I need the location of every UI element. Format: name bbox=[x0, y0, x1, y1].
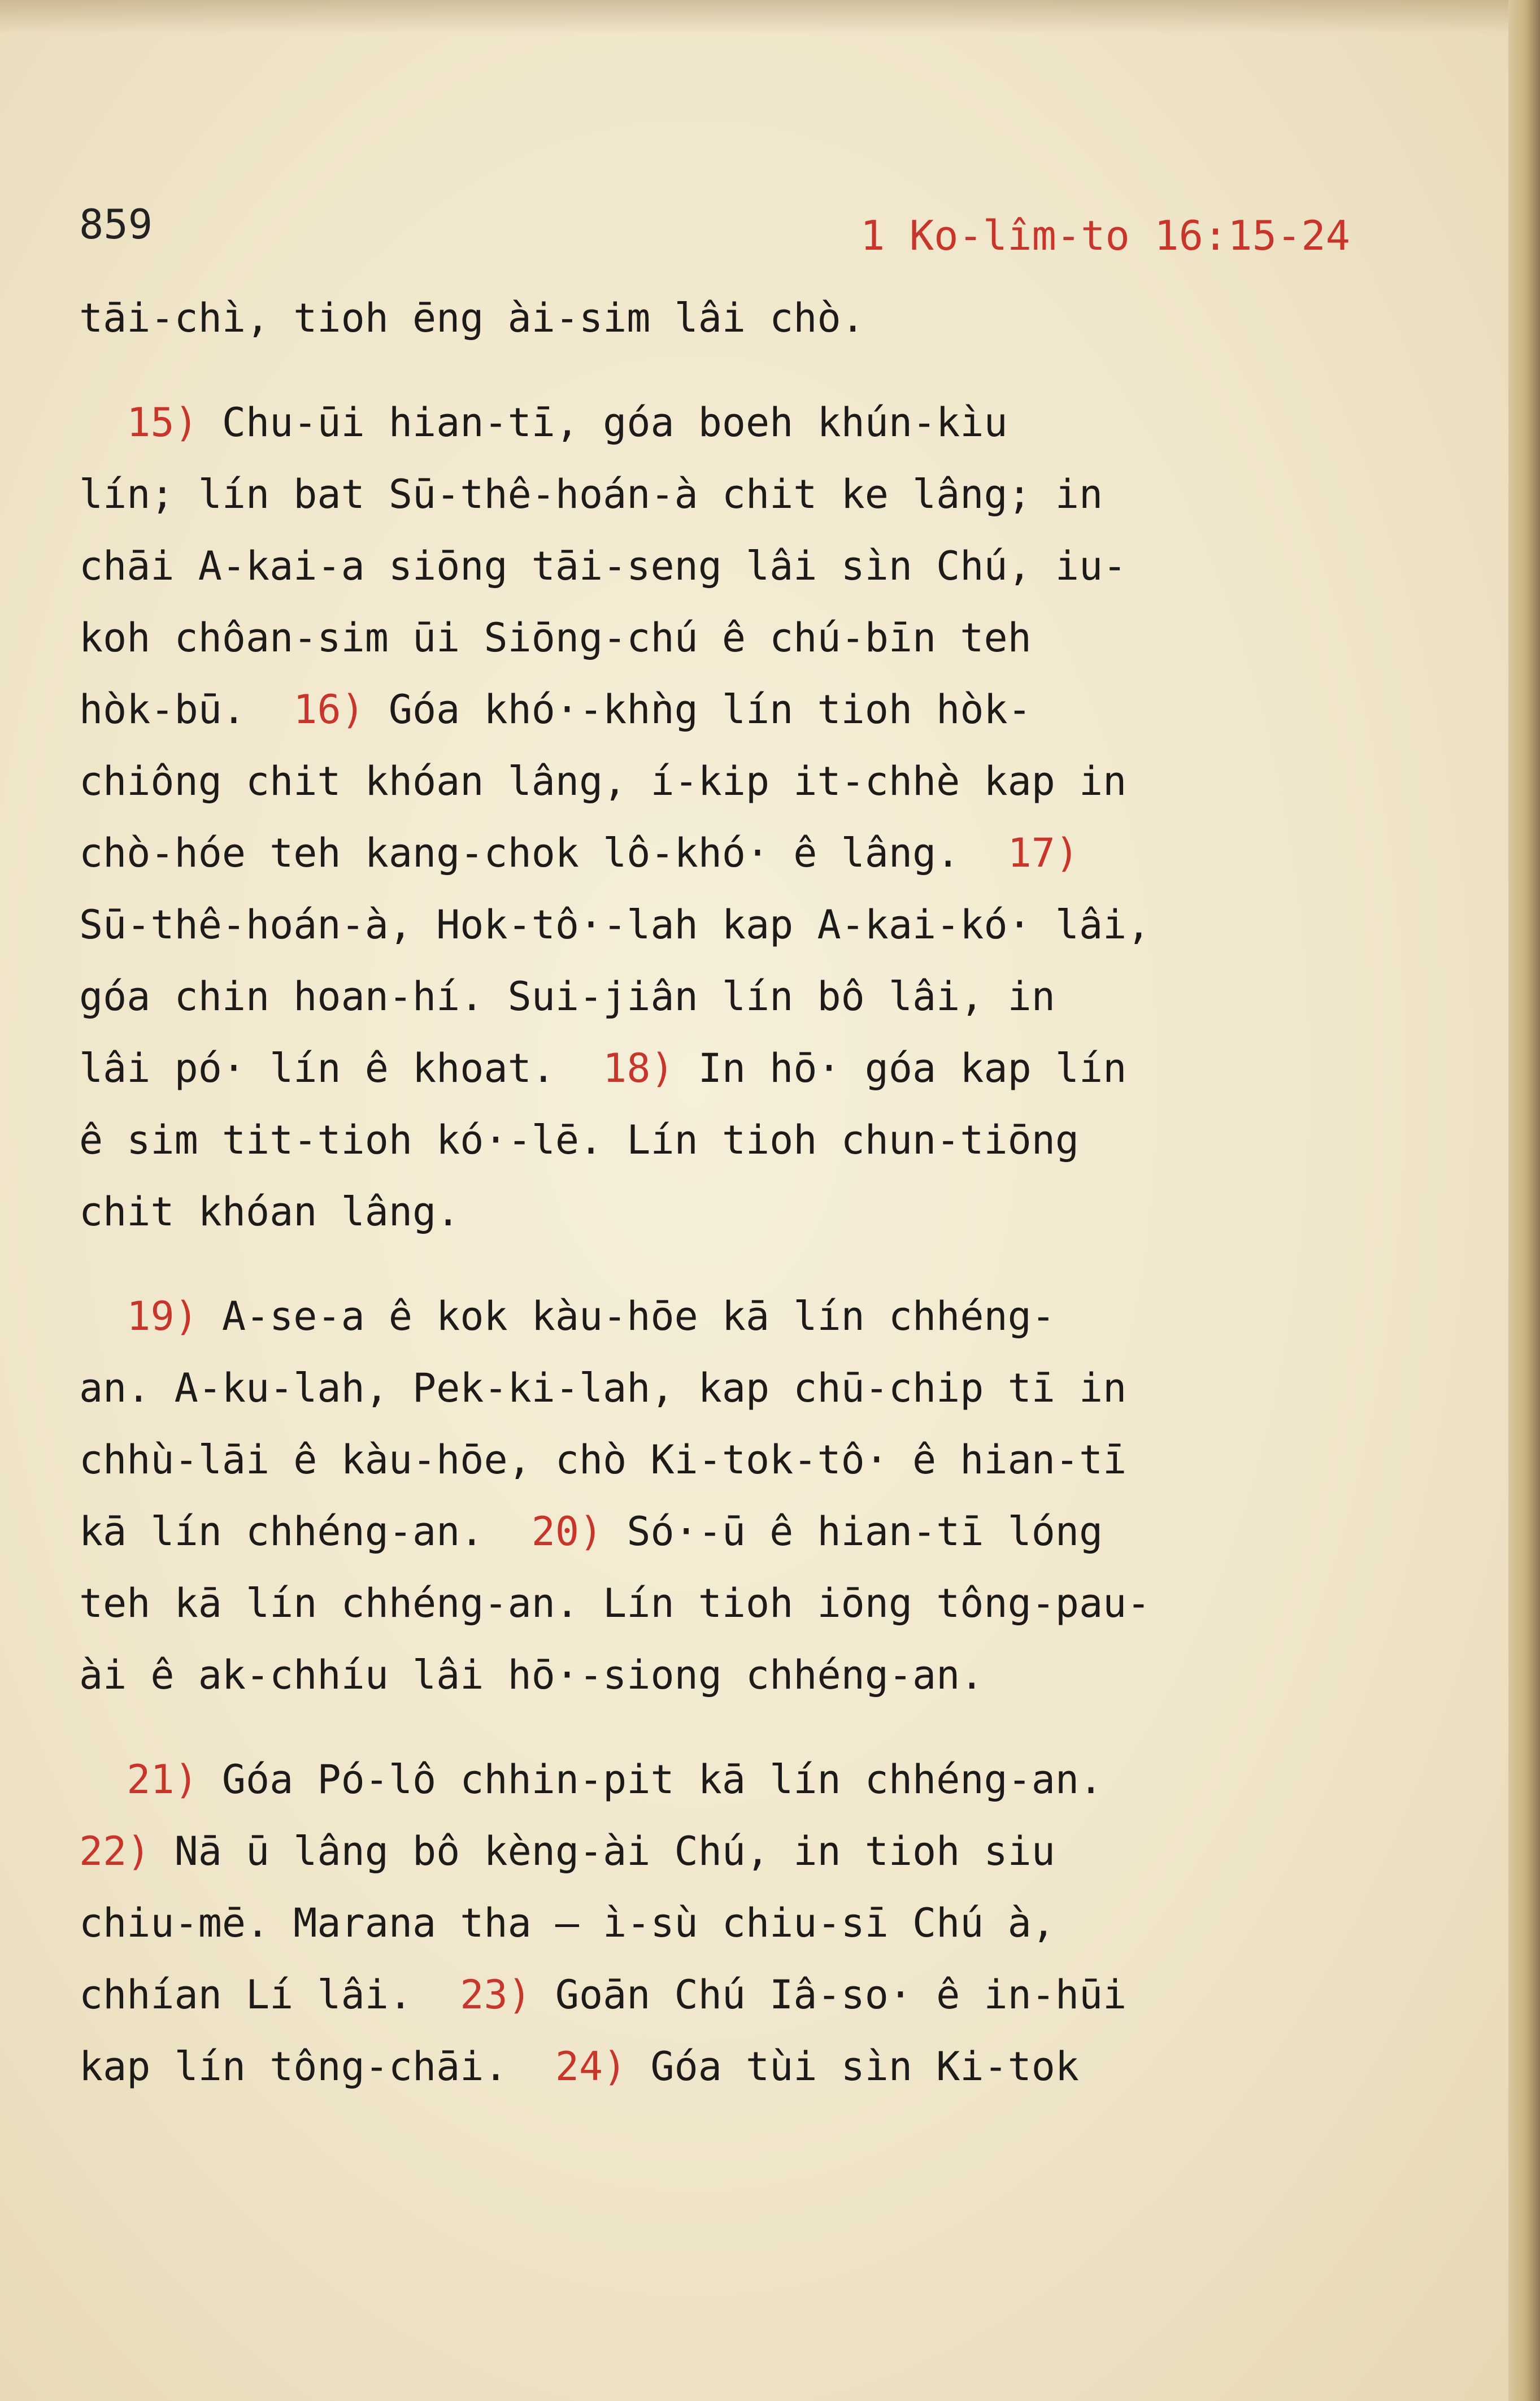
text-segment: tāi-chì, tioh ēng ài-sim lâi chò. bbox=[79, 295, 865, 341]
text-segment: Góa Pó-lô chhin-pit kā lín chhéng-an. bbox=[198, 1756, 1103, 1803]
paragraph-gap bbox=[79, 354, 1390, 387]
text-line bbox=[79, 1816, 1390, 1887]
paragraph-gap bbox=[79, 1711, 1390, 1744]
text-segment bbox=[79, 399, 127, 446]
text-line bbox=[79, 2031, 1390, 2103]
body-text bbox=[79, 282, 1390, 2103]
text-line bbox=[79, 1639, 1390, 1711]
text-line bbox=[79, 1281, 1390, 1352]
text-segment: Chu-ūi hian-tī, góa boeh khún-kìu bbox=[198, 399, 1008, 446]
text-segment: ê sim tit-tioh kó·-lē. Lín tioh chun-tiōng bbox=[79, 1117, 1080, 1163]
verse-number: 24) bbox=[555, 2043, 627, 2090]
text-segment: A-se-a ê kok kàu-hōe kā lín chhéng- bbox=[198, 1293, 1055, 1339]
text-segment: ài ê ak-chhíu lâi hō·-siong chhéng-an. bbox=[79, 1652, 984, 1698]
verse-number: 16) bbox=[293, 686, 365, 733]
text-segment: koh chôan-sim ūi Siōng-chú ê chú-bīn teh bbox=[79, 615, 1032, 661]
paragraph-gap bbox=[79, 1248, 1390, 1281]
page-edge bbox=[1508, 0, 1540, 2401]
text-segment: hòk-bū. bbox=[79, 686, 294, 733]
text-segment: góa chin hoan-hí. Sui-jiân lín bô lâi, in bbox=[79, 973, 1055, 1020]
text-line bbox=[79, 1496, 1390, 1568]
text-segment: chāi A-kai-a siōng tāi-seng lâi sìn Chú, iu- bbox=[79, 543, 1127, 589]
verse-number: 18) bbox=[603, 1045, 675, 1091]
text-line bbox=[79, 1568, 1390, 1639]
verse-number: 15) bbox=[127, 399, 198, 446]
text-segment: chhían Lí lâi. bbox=[79, 1972, 460, 2018]
text-segment bbox=[79, 1756, 127, 1803]
text-line bbox=[79, 1959, 1390, 2031]
text-segment: chiu-mē. Marana tha — ì-sù chiu-sī Chú à, bbox=[79, 1900, 1055, 1946]
text-line bbox=[79, 387, 1390, 459]
text-segment: Góa khó·-khǹg lín tioh hòk- bbox=[364, 686, 1032, 733]
text-line bbox=[79, 674, 1390, 746]
text-line bbox=[79, 1176, 1390, 1248]
text-line bbox=[79, 1887, 1390, 1959]
text-segment: Só·-ū ê hian-tī lóng bbox=[603, 1508, 1103, 1555]
verse-number: 20) bbox=[531, 1508, 603, 1555]
text-line bbox=[79, 817, 1390, 889]
text-segment: chiông chit khóan lâng, í-kip it-chhè kap in bbox=[79, 758, 1127, 804]
text-segment: kap lín tông-chāi. bbox=[79, 2043, 555, 2090]
text-segment: chhù-lāi ê kàu-hōe, chò Ki-tok-tô· ê hian-tī bbox=[79, 1437, 1127, 1483]
verse-number: 17) bbox=[1007, 830, 1080, 876]
text-line bbox=[79, 1352, 1390, 1424]
text-segment: Goān Chú Iâ-so· ê in-hūi bbox=[531, 1972, 1127, 2018]
text-line bbox=[79, 459, 1390, 530]
text-line bbox=[79, 282, 1390, 354]
verse-number: 21) bbox=[127, 1756, 198, 1803]
text-segment: chò-hóe teh kang-chok lô-khó· ê lâng. bbox=[79, 830, 1008, 876]
text-segment: an. A-ku-lah, Pek-ki-lah, kap chū-chip tī in bbox=[79, 1365, 1127, 1411]
verse-number: 23) bbox=[460, 1972, 532, 2018]
page-top-shadow bbox=[0, 0, 1540, 34]
text-line bbox=[79, 746, 1390, 817]
text-segment: Góa tùi sìn Ki-tok bbox=[627, 2043, 1080, 2090]
verse-number: 22) bbox=[79, 1828, 151, 1874]
text-line bbox=[79, 1104, 1390, 1176]
text-segment: In hō· góa kap lín bbox=[674, 1045, 1127, 1091]
text-line bbox=[79, 530, 1390, 602]
text-line bbox=[79, 889, 1390, 961]
running-head: 1 Ko-lîm-to 16:15-24 bbox=[860, 212, 1350, 259]
text-segment: lâi pó· lín ê khoat. bbox=[79, 1045, 603, 1091]
text-segment: teh kā lín chhéng-an. Lín tioh iōng tông-pau- bbox=[79, 1580, 1151, 1626]
text-segment: Nā ū lâng bô kèng-ài Chú, in tioh siu bbox=[150, 1828, 1055, 1874]
page-header bbox=[79, 201, 1350, 263]
text-line bbox=[79, 1424, 1390, 1496]
text-line bbox=[79, 1744, 1390, 1816]
text-segment: lín; lín bat Sū-thê-hoán-à chit ke lâng; in bbox=[79, 471, 1103, 517]
text-segment bbox=[79, 1293, 127, 1339]
text-line bbox=[79, 961, 1390, 1033]
text-line bbox=[79, 1033, 1390, 1104]
verse-number: 19) bbox=[127, 1293, 198, 1339]
text-line bbox=[79, 602, 1390, 674]
text-segment: kā lín chhéng-an. bbox=[79, 1508, 532, 1555]
page-number: 859 bbox=[79, 201, 153, 248]
text-segment: chit khóan lâng. bbox=[79, 1189, 460, 1235]
text-segment: Sū-thê-hoán-à, Hok-tô·-lah kap A-kai-kó· lâi, bbox=[79, 902, 1151, 948]
